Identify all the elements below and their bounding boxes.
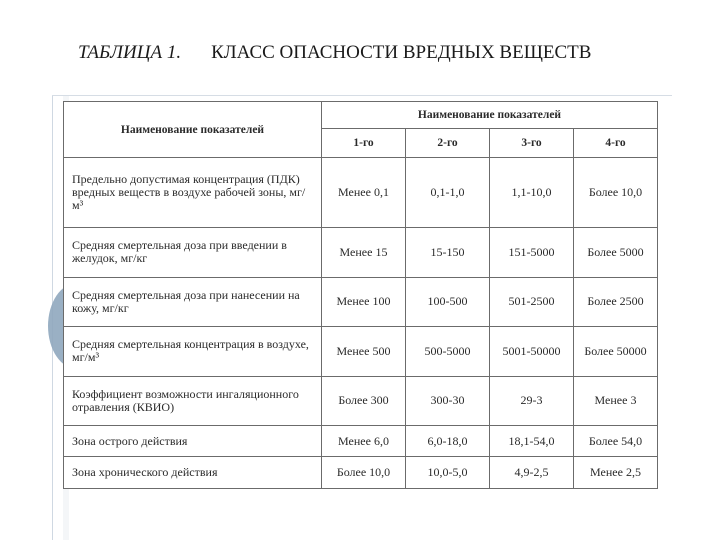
- table-row: [64, 158, 658, 228]
- cell-value: 10,0-5,0: [406, 457, 490, 489]
- cell-value: Более 2500: [574, 277, 658, 326]
- cell-value: Менее 3: [574, 376, 658, 425]
- cell-value: 0,1-1,0: [406, 158, 490, 228]
- cell-value: 501-2500: [490, 277, 574, 326]
- title-lead: ТАБЛИЦА 1.: [78, 42, 182, 63]
- table-row: [64, 327, 658, 376]
- slide-title: [78, 42, 591, 64]
- cell-value: Менее 15: [322, 228, 406, 277]
- cell-value: Более 10,0: [574, 158, 658, 228]
- hazard-class-table: [63, 101, 658, 489]
- class-header: 1-го: [322, 129, 406, 158]
- data-table: [63, 101, 658, 489]
- row-label: Предельно допустимая концентрация (ПДК) вредных веществ в воздухе рабочей зоны, мг/м³: [64, 158, 322, 228]
- cell-value: 29-3: [490, 376, 574, 425]
- cell-value: 4,9-2,5: [490, 457, 574, 489]
- name-column-header: Наименование показателей: [64, 102, 322, 158]
- class-header: 3-го: [490, 129, 574, 158]
- row-label: Средняя смертельная доза при нанесении на кожу, мг/кг: [64, 277, 322, 326]
- class-header: 2-го: [406, 129, 490, 158]
- cell-value: Менее 100: [322, 277, 406, 326]
- cell-value: Менее 2,5: [574, 457, 658, 489]
- cell-value: 1,1-10,0: [490, 158, 574, 228]
- table-row: [64, 457, 658, 489]
- cell-value: 151-5000: [490, 228, 574, 277]
- row-label: Зона хронического действия: [64, 457, 322, 489]
- cell-value: Более 54,0: [574, 425, 658, 457]
- cell-value: 5001-50000: [490, 327, 574, 376]
- cell-value: Более 10,0: [322, 457, 406, 489]
- cell-value: Более 300: [322, 376, 406, 425]
- cell-value: Более 5000: [574, 228, 658, 277]
- class-header: 4-го: [574, 129, 658, 158]
- cell-value: Более 50000: [574, 327, 658, 376]
- table-header-row: [64, 102, 658, 129]
- table-row: [64, 425, 658, 457]
- group-header: Наименование показателей: [322, 102, 658, 129]
- row-label: Средняя смертельная доза при введении в желудок, мг/кг: [64, 228, 322, 277]
- table-row: [64, 277, 658, 326]
- cell-value: Менее 6,0: [322, 425, 406, 457]
- cell-value: 100-500: [406, 277, 490, 326]
- title-text: КЛАСС ОПАСНОСТИ ВРЕДНЫХ ВЕЩЕСТВ: [211, 42, 592, 63]
- row-label: Коэффициент возможности ингаляционного отравления (КВИО): [64, 376, 322, 425]
- cell-value: 15-150: [406, 228, 490, 277]
- cell-value: 300-30: [406, 376, 490, 425]
- top-rule: [52, 95, 672, 96]
- cell-value: 6,0-18,0: [406, 425, 490, 457]
- cell-value: 18,1-54,0: [490, 425, 574, 457]
- row-label: Зона острого действия: [64, 425, 322, 457]
- cell-value: Менее 0,1: [322, 158, 406, 228]
- table-row: [64, 228, 658, 277]
- table-row: [64, 376, 658, 425]
- row-label: Средняя смертельная концентрация в воздухе, мг/м³: [64, 327, 322, 376]
- cell-value: Менее 500: [322, 327, 406, 376]
- cell-value: 500-5000: [406, 327, 490, 376]
